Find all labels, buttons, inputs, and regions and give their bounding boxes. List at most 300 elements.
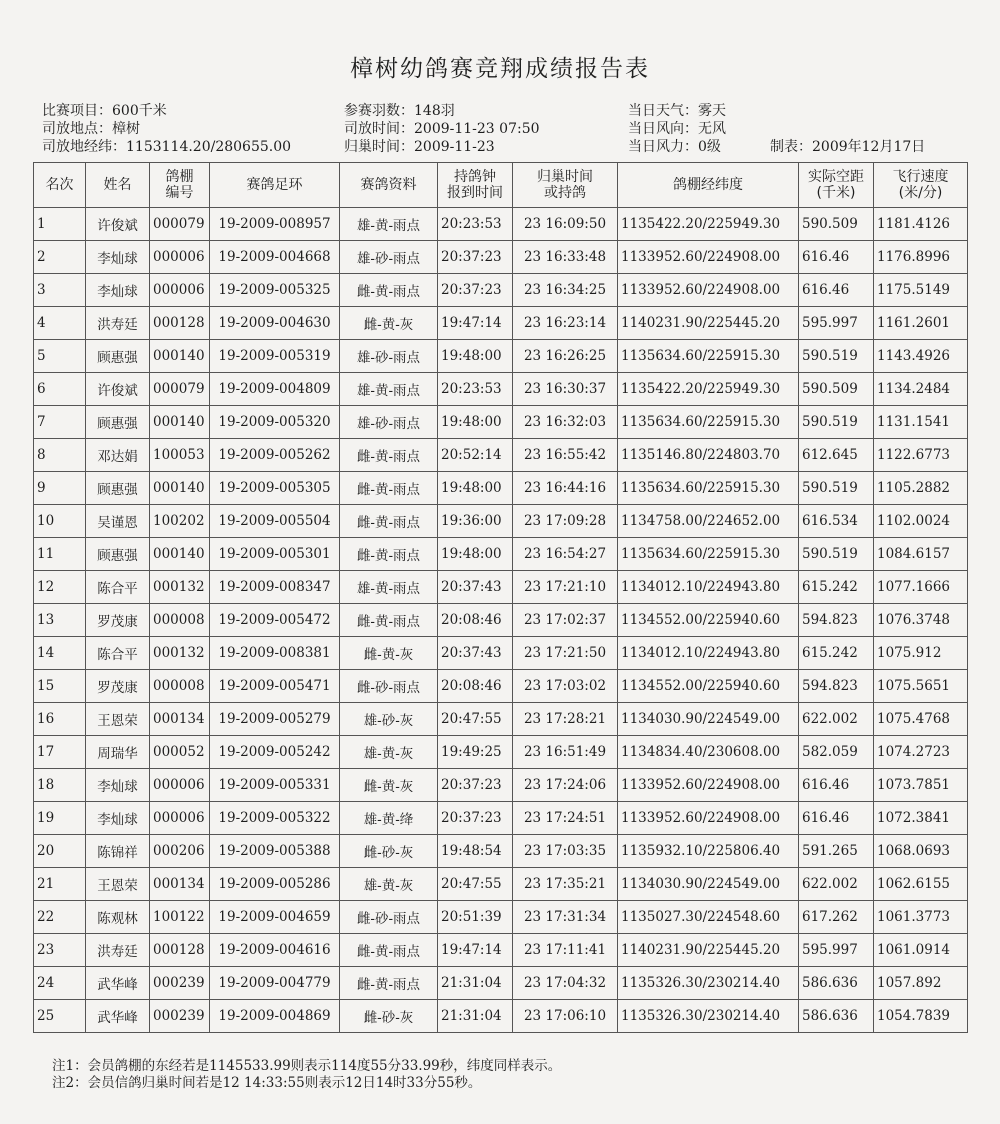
wind-force: 当日风力：0级	[628, 139, 721, 155]
header-name: 姓名	[86, 163, 150, 208]
cell-coords: 1134030.90/224549.00	[618, 703, 799, 736]
cell-info: 雌-黄-灰	[340, 307, 438, 340]
cell-distance: 616.46	[799, 769, 874, 802]
cell-return: 23 17:03:02	[513, 670, 618, 703]
cell-rank: 7	[34, 406, 86, 439]
cell-coords: 1134012.10/224943.80	[618, 637, 799, 670]
cell-return: 23 16:44:16	[513, 472, 618, 505]
cell-return: 23 16:34:25	[513, 274, 618, 307]
cell-rank: 20	[34, 835, 86, 868]
cell-distance: 586.636	[799, 1000, 874, 1033]
cell-coords: 1135634.60/225915.30	[618, 340, 799, 373]
cell-return: 23 17:03:35	[513, 835, 618, 868]
cell-clock: 20:23:53	[438, 208, 513, 241]
table-row	[34, 703, 968, 736]
cell-ring: 19-2009-004779	[210, 967, 340, 1000]
cell-return: 23 17:21:50	[513, 637, 618, 670]
cell-ring: 19-2009-005325	[210, 274, 340, 307]
table-row	[34, 472, 968, 505]
cell-speed: 1143.4926	[874, 340, 968, 373]
cell-ring: 19-2009-005262	[210, 439, 340, 472]
cell-clock: 21:31:04	[438, 967, 513, 1000]
cell-clock: 20:52:14	[438, 439, 513, 472]
table-row	[34, 604, 968, 637]
cell-rank: 12	[34, 571, 86, 604]
wind-direction: 当日风向：无风	[628, 121, 726, 137]
cell-name: 顾惠强	[86, 538, 150, 571]
cell-coords: 1140231.90/225445.20	[618, 934, 799, 967]
cell-rank: 18	[34, 769, 86, 802]
table-row	[34, 868, 968, 901]
cell-info: 雌-黄-雨点	[340, 967, 438, 1000]
cell-speed: 1068.0693	[874, 835, 968, 868]
cell-name: 邓达娟	[86, 439, 150, 472]
cell-clock: 20:47:55	[438, 703, 513, 736]
cell-loft: 100202	[150, 505, 210, 538]
cell-clock: 20:23:53	[438, 373, 513, 406]
cell-rank: 9	[34, 472, 86, 505]
cell-coords: 1135634.60/225915.30	[618, 472, 799, 505]
table-row	[34, 373, 968, 406]
cell-loft: 000128	[150, 934, 210, 967]
cell-return: 23 17:24:06	[513, 769, 618, 802]
cell-ring: 19-2009-008381	[210, 637, 340, 670]
cell-speed: 1072.3841	[874, 802, 968, 835]
cell-info: 雌-砂-雨点	[340, 901, 438, 934]
note-1: 注1：会员鸽棚的东经若是1145533.99则表示114度55分33.99秒，纬度同样表示。	[52, 1058, 562, 1074]
cell-distance: 615.242	[799, 571, 874, 604]
cell-info: 雌-黄-灰	[340, 769, 438, 802]
cell-clock: 19:36:00	[438, 505, 513, 538]
cell-coords: 1140231.90/225445.20	[618, 307, 799, 340]
cell-coords: 1134030.90/224549.00	[618, 868, 799, 901]
cell-ring: 19-2009-004659	[210, 901, 340, 934]
cell-coords: 1135326.30/230214.40	[618, 967, 799, 1000]
cell-info: 雌-黄-雨点	[340, 505, 438, 538]
cell-clock: 21:31:04	[438, 1000, 513, 1033]
cell-ring: 19-2009-005331	[210, 769, 340, 802]
cell-coords: 1134834.40/230608.00	[618, 736, 799, 769]
cell-rank: 11	[34, 538, 86, 571]
cell-rank: 16	[34, 703, 86, 736]
cell-ring: 19-2009-005471	[210, 670, 340, 703]
cell-speed: 1134.2484	[874, 373, 968, 406]
results-body	[34, 208, 968, 1033]
cell-loft: 000079	[150, 373, 210, 406]
table-row	[34, 307, 968, 340]
cell-ring: 19-2009-005388	[210, 835, 340, 868]
cell-return: 23 16:33:48	[513, 241, 618, 274]
cell-coords: 1135422.20/225949.30	[618, 208, 799, 241]
cell-speed: 1105.2882	[874, 472, 968, 505]
cell-return: 23 17:28:21	[513, 703, 618, 736]
cell-coords: 1135634.60/225915.30	[618, 538, 799, 571]
cell-name: 吴谨恩	[86, 505, 150, 538]
cell-name: 李灿球	[86, 241, 150, 274]
cell-name: 李灿球	[86, 769, 150, 802]
cell-info: 雄-黄-灰	[340, 868, 438, 901]
cell-loft: 000006	[150, 769, 210, 802]
cell-name: 王恩荣	[86, 868, 150, 901]
cell-coords: 1135326.30/230214.40	[618, 1000, 799, 1033]
cell-ring: 19-2009-005320	[210, 406, 340, 439]
cell-return: 23 16:26:25	[513, 340, 618, 373]
table-row	[34, 406, 968, 439]
cell-coords: 1133952.60/224908.00	[618, 241, 799, 274]
cell-name: 李灿球	[86, 274, 150, 307]
entry-count: 参赛羽数：148羽	[344, 103, 455, 119]
cell-name: 许俊斌	[86, 373, 150, 406]
cell-distance: 590.519	[799, 472, 874, 505]
cell-rank: 3	[34, 274, 86, 307]
cell-ring: 19-2009-004630	[210, 307, 340, 340]
cell-name: 陈合平	[86, 571, 150, 604]
cell-return: 23 16:55:42	[513, 439, 618, 472]
cell-name: 顾惠强	[86, 472, 150, 505]
header-clock: 持鸽钟 报到时间	[438, 163, 513, 208]
cell-rank: 14	[34, 637, 86, 670]
table-row	[34, 901, 968, 934]
header-row	[34, 163, 968, 208]
cell-distance: 616.46	[799, 802, 874, 835]
cell-clock: 19:48:00	[438, 538, 513, 571]
cell-coords: 1134552.00/225940.60	[618, 604, 799, 637]
cell-speed: 1161.2601	[874, 307, 968, 340]
header-loft: 鸽棚 编号	[150, 163, 210, 208]
cell-clock: 20:37:43	[438, 571, 513, 604]
cell-ring: 19-2009-005279	[210, 703, 340, 736]
cell-loft: 000134	[150, 868, 210, 901]
cell-clock: 20:08:46	[438, 604, 513, 637]
cell-info: 雄-黄-绛	[340, 802, 438, 835]
cell-info: 雌-黄-雨点	[340, 538, 438, 571]
cell-name: 顾惠强	[86, 406, 150, 439]
cell-info: 雌-黄-雨点	[340, 472, 438, 505]
note-2: 注2：会员信鸽归巢时间若是12 14:33:55则表示12日14时33分55秒。	[52, 1075, 482, 1091]
cell-speed: 1175.5149	[874, 274, 968, 307]
cell-name: 陈观林	[86, 901, 150, 934]
cell-rank: 24	[34, 967, 86, 1000]
header-info: 赛鸽资料	[340, 163, 438, 208]
cell-name: 顾惠强	[86, 340, 150, 373]
cell-loft: 000052	[150, 736, 210, 769]
header-distance: 实际空距 (千米)	[799, 163, 874, 208]
header-ring: 赛鸽足环	[210, 163, 340, 208]
cell-rank: 17	[34, 736, 86, 769]
cell-info: 雌-砂-灰	[340, 1000, 438, 1033]
cell-info: 雌-砂-雨点	[340, 670, 438, 703]
cell-name: 武华峰	[86, 967, 150, 1000]
cell-speed: 1122.6773	[874, 439, 968, 472]
cell-return: 23 17:06:10	[513, 1000, 618, 1033]
release-time: 司放时间：2009-11-23 07:50	[344, 121, 540, 137]
table-row	[34, 505, 968, 538]
cell-clock: 19:48:00	[438, 406, 513, 439]
cell-clock: 20:37:43	[438, 637, 513, 670]
cell-coords: 1135422.20/225949.30	[618, 373, 799, 406]
cell-return: 23 17:31:34	[513, 901, 618, 934]
cell-ring: 19-2009-008347	[210, 571, 340, 604]
cell-name: 李灿球	[86, 802, 150, 835]
table-row	[34, 769, 968, 802]
cell-return: 23 16:32:03	[513, 406, 618, 439]
cell-rank: 19	[34, 802, 86, 835]
cell-rank: 13	[34, 604, 86, 637]
cell-loft: 000128	[150, 307, 210, 340]
table-row	[34, 736, 968, 769]
cell-info: 雄-砂-灰	[340, 703, 438, 736]
cell-loft: 000134	[150, 703, 210, 736]
cell-rank: 23	[34, 934, 86, 967]
cell-ring: 19-2009-005319	[210, 340, 340, 373]
cell-info: 雌-黄-雨点	[340, 274, 438, 307]
cell-info: 雄-黄-雨点	[340, 208, 438, 241]
cell-rank: 25	[34, 1000, 86, 1033]
cell-loft: 000006	[150, 274, 210, 307]
cell-rank: 4	[34, 307, 86, 340]
table-row	[34, 1000, 968, 1033]
cell-coords: 1135634.60/225915.30	[618, 406, 799, 439]
cell-name: 罗茂康	[86, 670, 150, 703]
cell-rank: 2	[34, 241, 86, 274]
cell-ring: 19-2009-008957	[210, 208, 340, 241]
cell-info: 雌-黄-雨点	[340, 604, 438, 637]
cell-loft: 100122	[150, 901, 210, 934]
cell-name: 洪寿廷	[86, 934, 150, 967]
cell-coords: 1133952.60/224908.00	[618, 274, 799, 307]
header-coords: 鸽棚经纬度	[618, 163, 799, 208]
cell-speed: 1062.6155	[874, 868, 968, 901]
cell-clock: 19:49:25	[438, 736, 513, 769]
cell-clock: 20:51:39	[438, 901, 513, 934]
cell-ring: 19-2009-005301	[210, 538, 340, 571]
cell-ring: 19-2009-005286	[210, 868, 340, 901]
cell-return: 23 16:30:37	[513, 373, 618, 406]
cell-loft: 000079	[150, 208, 210, 241]
cell-distance: 586.636	[799, 967, 874, 1000]
cell-distance: 590.509	[799, 373, 874, 406]
table-row	[34, 208, 968, 241]
cell-info: 雌-黄-雨点	[340, 934, 438, 967]
cell-distance: 594.823	[799, 604, 874, 637]
cell-loft: 000008	[150, 604, 210, 637]
cell-speed: 1084.6157	[874, 538, 968, 571]
cell-speed: 1131.1541	[874, 406, 968, 439]
cell-info: 雄-黄-雨点	[340, 373, 438, 406]
cell-coords: 1133952.60/224908.00	[618, 769, 799, 802]
cell-clock: 20:47:55	[438, 868, 513, 901]
cell-speed: 1057.892	[874, 967, 968, 1000]
cell-name: 王恩荣	[86, 703, 150, 736]
cell-coords: 1135932.10/225806.40	[618, 835, 799, 868]
cell-speed: 1074.2723	[874, 736, 968, 769]
cell-ring: 19-2009-004869	[210, 1000, 340, 1033]
release-coords: 司放地经纬：1153114.20/280655.00	[42, 139, 292, 155]
cell-distance: 622.002	[799, 868, 874, 901]
cell-name: 武华峰	[86, 1000, 150, 1033]
cell-speed: 1076.3748	[874, 604, 968, 637]
report-title: 樟树幼鸽赛竞翔成绩报告表	[350, 56, 650, 82]
cell-distance: 615.242	[799, 637, 874, 670]
cell-name: 洪寿廷	[86, 307, 150, 340]
cell-distance: 594.823	[799, 670, 874, 703]
cell-clock: 19:47:14	[438, 307, 513, 340]
cell-rank: 21	[34, 868, 86, 901]
cell-loft: 000206	[150, 835, 210, 868]
header-return: 归巢时间 或持鸽	[513, 163, 618, 208]
cell-rank: 10	[34, 505, 86, 538]
cell-loft: 000239	[150, 1000, 210, 1033]
cell-return: 23 17:35:21	[513, 868, 618, 901]
cell-distance: 590.519	[799, 340, 874, 373]
report-info	[42, 100, 972, 154]
cell-distance: 595.997	[799, 934, 874, 967]
cell-clock: 20:37:23	[438, 241, 513, 274]
cell-distance: 582.059	[799, 736, 874, 769]
cell-speed: 1073.7851	[874, 769, 968, 802]
cell-speed: 1075.5651	[874, 670, 968, 703]
table-row	[34, 934, 968, 967]
cell-ring: 19-2009-005305	[210, 472, 340, 505]
made-date: 制表：2009年12月17日	[770, 139, 926, 155]
header-speed: 飞行速度 (米/分)	[874, 163, 968, 208]
cell-clock: 19:48:00	[438, 340, 513, 373]
event-info: 比赛项目：600千米	[42, 103, 167, 119]
cell-speed: 1102.0024	[874, 505, 968, 538]
cell-distance: 591.265	[799, 835, 874, 868]
notes	[52, 1058, 561, 1092]
cell-name: 陈合平	[86, 637, 150, 670]
cell-info: 雄-砂-雨点	[340, 340, 438, 373]
cell-return: 23 17:21:10	[513, 571, 618, 604]
cell-rank: 1	[34, 208, 86, 241]
cell-clock: 19:48:54	[438, 835, 513, 868]
cell-coords: 1135146.80/224803.70	[618, 439, 799, 472]
cell-name: 陈锦祥	[86, 835, 150, 868]
cell-speed: 1054.7839	[874, 1000, 968, 1033]
cell-ring: 19-2009-005242	[210, 736, 340, 769]
cell-loft: 000132	[150, 571, 210, 604]
table-row	[34, 538, 968, 571]
cell-loft: 000239	[150, 967, 210, 1000]
cell-rank: 6	[34, 373, 86, 406]
cell-loft: 000006	[150, 802, 210, 835]
cell-speed: 1075.4768	[874, 703, 968, 736]
cell-return: 23 16:09:50	[513, 208, 618, 241]
table-row	[34, 340, 968, 373]
cell-distance: 616.46	[799, 274, 874, 307]
table-row	[34, 241, 968, 274]
table-row	[34, 670, 968, 703]
cell-distance: 616.534	[799, 505, 874, 538]
cell-rank: 5	[34, 340, 86, 373]
cell-clock: 20:37:23	[438, 802, 513, 835]
release-place: 司放地点：樟树	[42, 121, 140, 137]
cell-info: 雄-砂-雨点	[340, 406, 438, 439]
cell-clock: 20:37:23	[438, 769, 513, 802]
cell-coords: 1133952.60/224908.00	[618, 802, 799, 835]
cell-return: 23 16:54:27	[513, 538, 618, 571]
cell-ring: 19-2009-004809	[210, 373, 340, 406]
cell-speed: 1077.1666	[874, 571, 968, 604]
cell-clock: 20:37:23	[438, 274, 513, 307]
cell-clock: 19:47:14	[438, 934, 513, 967]
cell-speed: 1075.912	[874, 637, 968, 670]
table-row	[34, 835, 968, 868]
cell-return: 23 16:51:49	[513, 736, 618, 769]
results-table	[33, 162, 968, 1033]
cell-distance: 590.519	[799, 538, 874, 571]
table-row	[34, 802, 968, 835]
cell-speed: 1181.4126	[874, 208, 968, 241]
cell-speed: 1176.8996	[874, 241, 968, 274]
cell-ring: 19-2009-004616	[210, 934, 340, 967]
cell-name: 许俊斌	[86, 208, 150, 241]
cell-loft: 000006	[150, 241, 210, 274]
cell-loft: 000132	[150, 637, 210, 670]
cell-loft: 000140	[150, 406, 210, 439]
cell-loft: 000140	[150, 538, 210, 571]
cell-info: 雌-黄-灰	[340, 637, 438, 670]
cell-name: 罗茂康	[86, 604, 150, 637]
cell-rank: 15	[34, 670, 86, 703]
cell-speed: 1061.3773	[874, 901, 968, 934]
header-rank: 名次	[34, 163, 86, 208]
cell-ring: 19-2009-004668	[210, 241, 340, 274]
cell-speed: 1061.0914	[874, 934, 968, 967]
cell-loft: 000140	[150, 472, 210, 505]
cell-loft: 000008	[150, 670, 210, 703]
cell-coords: 1134758.00/224652.00	[618, 505, 799, 538]
cell-info: 雌-黄-雨点	[340, 439, 438, 472]
table-row	[34, 439, 968, 472]
cell-coords: 1134012.10/224943.80	[618, 571, 799, 604]
table-row	[34, 571, 968, 604]
cell-rank: 8	[34, 439, 86, 472]
table-row	[34, 637, 968, 670]
cell-ring: 19-2009-005472	[210, 604, 340, 637]
return-time: 归巢时间：2009-11-23	[344, 139, 495, 155]
cell-coords: 1134552.00/225940.60	[618, 670, 799, 703]
cell-return: 23 16:23:14	[513, 307, 618, 340]
cell-rank: 22	[34, 901, 86, 934]
cell-distance: 612.645	[799, 439, 874, 472]
table-row	[34, 967, 968, 1000]
cell-coords: 1135027.30/224548.60	[618, 901, 799, 934]
cell-distance: 590.509	[799, 208, 874, 241]
table-row	[34, 274, 968, 307]
cell-return: 23 17:09:28	[513, 505, 618, 538]
cell-return: 23 17:24:51	[513, 802, 618, 835]
cell-distance: 616.46	[799, 241, 874, 274]
cell-ring: 19-2009-005504	[210, 505, 340, 538]
cell-info: 雄-黄-雨点	[340, 571, 438, 604]
cell-distance: 617.262	[799, 901, 874, 934]
cell-ring: 19-2009-005322	[210, 802, 340, 835]
cell-clock: 20:08:46	[438, 670, 513, 703]
cell-distance: 622.002	[799, 703, 874, 736]
cell-loft: 100053	[150, 439, 210, 472]
cell-distance: 590.519	[799, 406, 874, 439]
cell-info: 雄-砂-雨点	[340, 241, 438, 274]
cell-return: 23 17:11:41	[513, 934, 618, 967]
cell-info: 雄-黄-灰	[340, 736, 438, 769]
cell-return: 23 17:04:32	[513, 967, 618, 1000]
cell-distance: 595.997	[799, 307, 874, 340]
cell-loft: 000140	[150, 340, 210, 373]
cell-return: 23 17:02:37	[513, 604, 618, 637]
cell-clock: 19:48:00	[438, 472, 513, 505]
